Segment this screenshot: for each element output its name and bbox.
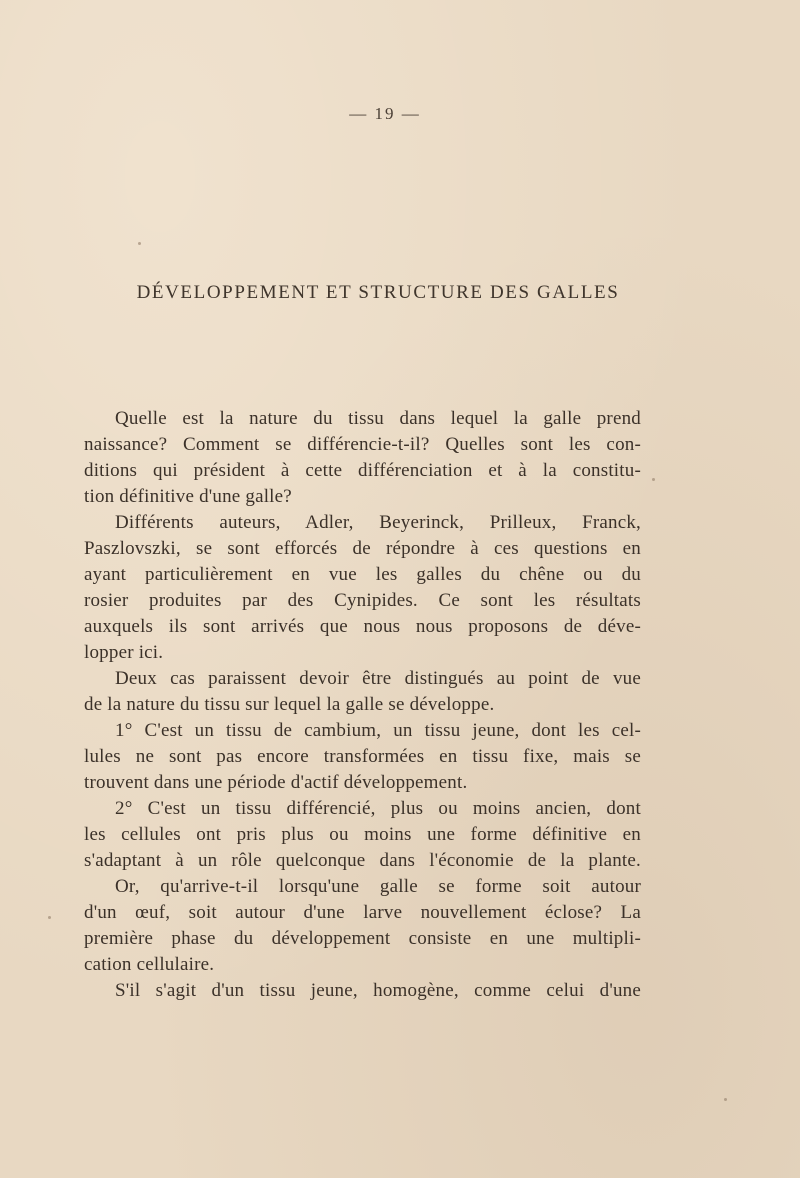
paper-speck: [724, 1098, 727, 1101]
text-line: 2° C'est un tissu différencié, plus ou moins ancien, dont: [115, 798, 641, 819]
paper-speck: [48, 916, 51, 919]
text-line: Différents auteurs, Adler, Beyerinck, Prilleux, Franck,: [115, 512, 641, 533]
text-line: s'adaptant à un rôle quelconque dans l'économie de la plante.: [84, 850, 641, 871]
text-line: naissance? Comment se différencie-t-il? Quelles sont les con-: [84, 434, 641, 455]
text-line: trouvent dans une période d'actif développement.: [84, 772, 468, 793]
text-line: S'il s'agit d'un tissu jeune, homogène, comme celui d'une: [115, 980, 641, 1001]
page-number: — 19 —: [349, 104, 421, 123]
text-line: lopper ici.: [84, 642, 164, 663]
text-line: auxquels ils sont arrivés que nous nous proposons de déve-: [84, 616, 641, 637]
text-line: cation cellulaire.: [84, 954, 215, 975]
body-text: [84, 406, 641, 1004]
text-line: 1° C'est un tissu de cambium, un tissu jeune, dont les cel-: [115, 720, 641, 741]
text-line: Or, qu'arrive-t-il lorsqu'une galle se forme soit autour: [115, 876, 641, 897]
text-line: ayant particulièrement en vue les galles du chêne ou du: [84, 564, 641, 585]
text-line: lules ne sont pas encore transformées en tissu fixe, mais se: [84, 746, 641, 767]
text-line: Deux cas paraissent devoir être distingués au point de vue: [115, 668, 641, 689]
text-line: première phase du développement consiste en une multipli-: [84, 928, 641, 949]
chapter-title: DÉVELOPPEMENT ET STRUCTURE DES GALLES: [136, 282, 620, 303]
text-line: de la nature du tissu sur lequel la galle se développe.: [84, 694, 495, 715]
paper-speck: [652, 478, 655, 481]
text-line: les cellules ont pris plus ou moins une forme définitive en: [84, 824, 641, 845]
text-line: Paszlovszki, se sont efforcés de répondre à ces questions en: [84, 538, 641, 559]
paper-speck: [138, 242, 141, 245]
text-line: d'un œuf, soit autour d'une larve nouvellement éclose? La: [84, 902, 641, 923]
text-line: tion définitive d'une galle?: [84, 486, 292, 507]
text-line: Quelle est la nature du tissu dans lequel la galle prend: [115, 408, 641, 429]
text-line: rosier produites par des Cynipides. Ce sont les résultats: [84, 590, 641, 611]
text-line: ditions qui président à cette différenciation et à la constitu-: [84, 460, 641, 481]
